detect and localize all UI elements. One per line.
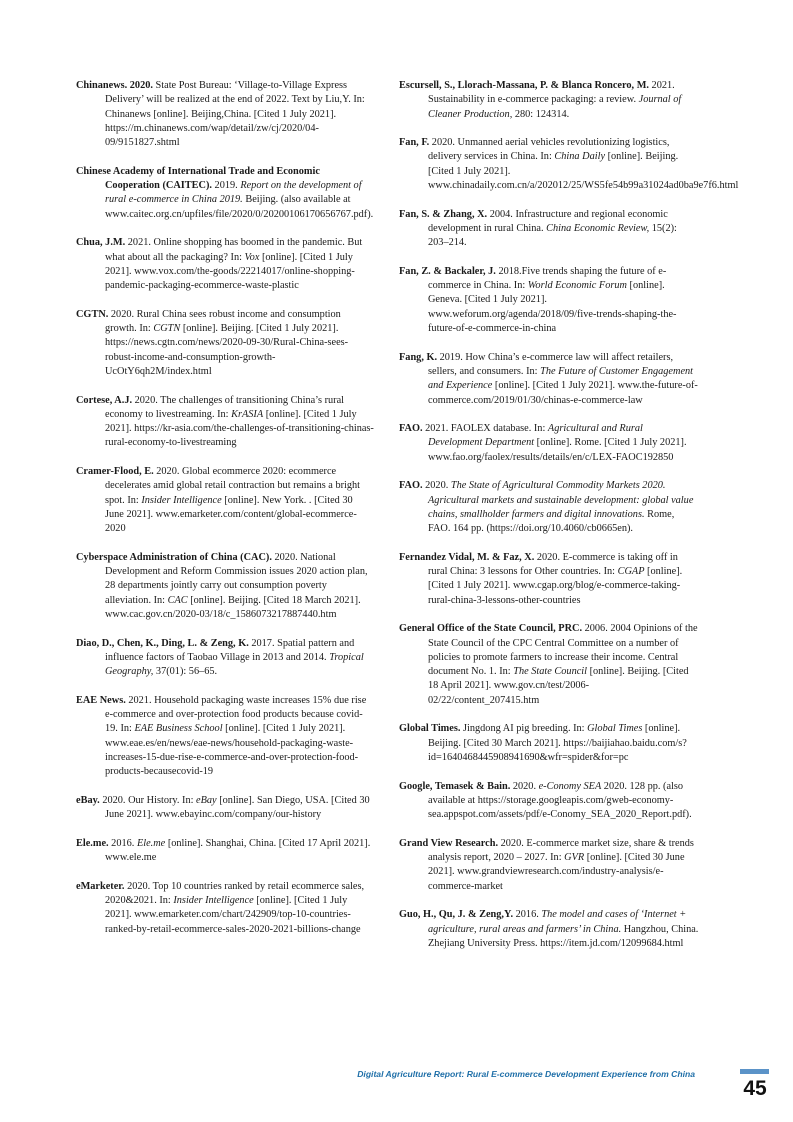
reference-author: eBay. (76, 794, 100, 806)
reference-text: State Post Bureau: ‘Village-to-Village Express Delivery’ will be realized at the end of 2022. Text by Liu,Y. In: Chinanews [online]. Beijing,China. [Cited 1 July 2021]. https://m.chinanews.com/wap/detail/zw/cj/2020/04-09/9151827.shtml (105, 80, 365, 149)
reference-title: World Economic Forum (527, 280, 627, 292)
reference-text: 15(2): 203–214. (428, 222, 677, 249)
reference-author: Diao, D., Chen, K., Ding, L. & Zeng, K. (76, 637, 249, 649)
reference-text: 2020. Unmanned aerial vehicles revolutionizing logistics, delivery services in China. In: (428, 137, 670, 163)
reference-title: CGTN (153, 323, 181, 335)
footer-report-title: Digital Agriculture Report: Rural E-commerce Development Experience from China (357, 1069, 695, 1079)
reference-entry (76, 837, 374, 866)
reference-text: 2016. (513, 909, 542, 921)
reference-entry (399, 265, 699, 336)
reference-entry (399, 479, 699, 536)
reference-author: Grand View Research. (399, 837, 499, 849)
reference-author: Google, Temasek & Bain. (399, 780, 511, 792)
reference-text: 2020. 128 pp. (also available at https://storage.googleapis.com/gweb-economy-sea.appspot.com/assets/pdf/e-Conomy_SEA_2020_Report.pdf). (428, 780, 692, 821)
reference-text: [online]. [Cited 1 July 2021]. www.the-future-of-commerce.com/2019/01/30/chinas-e-commerce-law (428, 380, 698, 406)
reference-title: EAE Business School (134, 723, 223, 735)
reference-entry (76, 165, 374, 222)
reference-text: [online]. Rome. [Cited 1 July 2021]. www.fao.org/faolex/results/details/en/c/LEX-FAOC192850 (428, 437, 687, 463)
reference-title: Report on the development of rural e-commerce in China 2019. (105, 180, 362, 206)
reference-author: CGTN. (76, 308, 109, 320)
reference-author: Fang, K. (399, 351, 438, 363)
reference-author: Chinanews. 2020. (76, 80, 153, 91)
reference-text: 2020. (422, 480, 451, 492)
reference-text: [online]. Beijing. [Cited 30 March 2021]. https://baijiahao.baidu.com/s?id=1640468445908941690&wfr=spider&for=pc (428, 723, 687, 763)
references-left-column (76, 79, 374, 951)
reference-entry (399, 208, 699, 251)
reference-text: 2019. (211, 180, 241, 192)
reference-author: Fernandez Vidal, M. & Faz, X. (399, 551, 535, 563)
reference-text: [online]. Beijing. [Cited 18 April 2021]. www.gov.cn/test/2006-02/22/content_207415.htm (428, 666, 689, 706)
references-right-column (399, 79, 739, 965)
reference-title: The State Council (513, 666, 588, 678)
reference-entry (76, 694, 374, 780)
reference-title: China Daily (554, 151, 606, 163)
reference-entry (399, 551, 699, 608)
reference-title: Insider Intelligence (141, 494, 222, 506)
reference-entry (399, 351, 699, 408)
reference-text: 2020. (510, 780, 539, 792)
reference-text: 2020. The challenges of transitioning China’s rural economy to livestreaming. In: (105, 394, 345, 420)
reference-title: Insider Intelligence (173, 894, 254, 906)
reference-title: The State of Agricultural Commodity Markets 2020. Agricultural markets and sustainable development: global value chains, smallholder farmers and digital innovations. (428, 480, 694, 520)
reference-entry (399, 780, 699, 823)
reference-text: [online]. San Diego, USA. [Cited 30 June 2021]. www.ebayinc.com/company/our-history (105, 794, 370, 821)
reference-text: 2020. National Development and Reform Commission issues 2020 action plan, 28 departments jointly carry out consumption poverty alleviation. In: (105, 551, 368, 606)
reference-text: Rome, FAO. 164 pp. (https://doi.org/10.4060/cb0665en). (428, 508, 675, 535)
reference-text: 2018.Five trends shaping the future of e-commerce in China. In: (428, 265, 667, 292)
reference-author: Escursell, S., Llorach-Massana, P. & Blanca Roncero, M. (399, 80, 649, 91)
reference-title: Agricultural and Rural Development Department (428, 423, 643, 449)
reference-text: 2021. Sustainability in e-commerce packaging: a review. (428, 80, 675, 106)
reference-text: Beijing. (also available at www.caitec.org.cn/upfiles/file/2020/0/20200106170656767.pdf). (105, 194, 374, 220)
reference-title: CAC (167, 594, 188, 606)
reference-entry (399, 622, 699, 708)
reference-text: 2004. Infrastructure and regional economic development in rural China. (428, 208, 668, 234)
reference-text: 2021. Household packaging waste increases 15% due rise e-commerce and over-protection food products because covid-19. In: (105, 694, 367, 735)
reference-title: The model and cases of ‘Internet + agriculture, rural areas and farmers’ in China. (428, 909, 687, 935)
reference-entry (76, 637, 374, 680)
reference-text: [online]. [Cited 1 July 2021]. www.emarketer.com/chart/242909/top-10-countries-ranked-by-retail-ecommerce-sales-2020-2021-billions-change (105, 894, 361, 935)
reference-author: eMarketer. (76, 880, 125, 892)
reference-text: 2020. Top 10 countries ranked by retail ecommerce sales, 2020&2021. In: (105, 880, 365, 906)
reference-entry (76, 308, 374, 379)
reference-entry (76, 394, 374, 451)
reference-text: 2020. Rural China sees robust income and consumption growth. In: (105, 308, 341, 335)
reference-title: Global Times (587, 723, 643, 735)
reference-text: [online]. Shanghai, China. [Cited 17 April 2021]. www.ele.me (105, 837, 371, 864)
reference-entry (76, 880, 374, 937)
reference-title: Journal of Cleaner Production, (428, 94, 682, 120)
reference-text: Jingdong AI pig breeding. In: (460, 723, 588, 735)
reference-text: 2020. Our History. In: (99, 794, 197, 806)
reference-title: CGAP (617, 566, 645, 578)
footer-accent-bar (740, 1069, 769, 1074)
reference-author: FAO. (399, 480, 423, 492)
reference-text: [online]. [Cited 1 July 2021]. www.eae.es/en/news/eae-news/household-packaging-waste-increases-15-due-rise-e-commerce-and-over-protection-food-products-becausecovid-19 (105, 723, 359, 778)
reference-text: 2021. Online shopping has boomed in the pandemic. But what about all the packaging? In: (105, 237, 363, 263)
page-number: 45 (743, 1077, 767, 1100)
reference-entry (399, 79, 699, 122)
reference-text: 2006. 2004 Opinions of the State Council of the CPC Central Committee on a number of policies to promote farmers to increase their income. Central document No. 1. In: (428, 623, 698, 678)
reference-text: [online]. Beijing. [Cited 1 July 2021]. www.chinadaily.com.cn/a/202012/25/WS5fe54b99a31024ad0ba9e7f6.html (428, 151, 739, 192)
reference-author: General Office of the State Council, PRC. (399, 623, 583, 635)
reference-text: [online]. Beijing. [Cited 1 July 2021]. https://news.cgtn.com/news/2020-09-30/Rural-China-sees-robust-income-and-consumption-growth-UcOtY6qh2M/index.html (105, 323, 349, 377)
reference-author: Chinese Academy of International Trade and Economic Cooperation (CAITEC). (76, 165, 320, 192)
reference-title: Tropical Geography, (105, 651, 364, 678)
reference-entry (76, 551, 374, 622)
reference-text: 2020. E-commerce market size, share & trends analysis report, 2020 – 2027. In: (428, 837, 694, 864)
reference-entry (76, 79, 374, 150)
reference-entry (399, 136, 739, 193)
reference-entry (399, 722, 699, 765)
reference-author: Cramer-Flood, E. (76, 466, 154, 478)
reference-author: FAO. (399, 423, 423, 435)
reference-text: [online]. [Cited 1 July 2021]. https://kr-asia.com/the-challenges-of-transitioning-chinas-rural-economy-to-livestreaming (105, 408, 374, 449)
reference-text: [online]. Geneva. [Cited 1 July 2021]. www.weforum.org/agenda/2018/09/five-trends-shaping-the-future-of-e-commerce-in-china (428, 280, 677, 335)
reference-text: 2017. Spatial pattern and influence factors of Taobao Village in 2013 and 2014. (105, 637, 355, 663)
reference-title: KrASIA (231, 408, 264, 420)
reference-author: Ele.me. (76, 837, 109, 849)
reference-entry (399, 837, 699, 894)
reference-author: Guo, H., Qu, J. & Zeng,Y. (399, 909, 514, 921)
reference-title: Vox (244, 251, 260, 263)
reference-author: Fan, Z. & Backaler, J. (399, 265, 496, 277)
reference-text: [online]. New York. . [Cited 30 June 2021]. www.emarketer.com/content/global-ecommerce-2020 (105, 494, 357, 535)
reference-text: [online]. Beijing. [Cited 18 March 2021]. www.cac.gov.cn/2020-03/18/c_1586073217887440.htm (105, 594, 361, 620)
reference-title: e-Conomy SEA (538, 780, 602, 792)
reference-author: Fan, S. & Zhang, X. (399, 208, 488, 220)
reference-author: Fan, F. (399, 137, 430, 149)
reference-author: EAE News. (76, 694, 126, 706)
reference-title: eBay (196, 794, 217, 806)
reference-author: Chua, J.M. (76, 237, 126, 249)
reference-author: Cyberspace Administration of China (CAC). (76, 551, 272, 563)
reference-text: Hangzhou, China. Zhejiang University Press. https://item.jd.com/12099684.html (428, 923, 699, 949)
reference-text: [online]. [Cited 1 July 2021]. www.cgap.org/blog/e-commerce-taking-rural-china-3-lessons-other-countries (428, 566, 683, 606)
reference-text: 2020. E-commerce is taking off in rural China: 3 lessons for Other countries. In: (428, 551, 678, 578)
reference-text: 280: 124314. (512, 108, 570, 120)
reference-title: Ele.me (136, 837, 166, 849)
reference-title: GVR (564, 852, 585, 864)
reference-author: Cortese, A.J. (76, 394, 133, 406)
reference-entry (76, 236, 374, 293)
reference-text: 37(01): 56–65. (153, 666, 218, 678)
reference-text: 2020. Global ecommerce 2020: ecommerce decelerates amid global retail contraction but remains a bright spot. In: (105, 466, 361, 506)
reference-entry (76, 465, 374, 536)
reference-entry (399, 908, 699, 951)
reference-text: [online]. [Cited 1 July 2021]. www.vox.com/the-goods/22214017/online-shopping-pandemic-packaging-ecommerce-waste-plastic (105, 251, 355, 292)
reference-entry (399, 422, 699, 465)
reference-title: The Future of Customer Engagement and Experience (428, 365, 694, 392)
reference-entry (76, 794, 374, 823)
reference-title: China Economic Review, (546, 222, 650, 234)
reference-text: [online]. [Cited 30 June 2021]. www.grandviewresearch.com/industry-analysis/e-commerce-market (428, 852, 685, 892)
reference-text: 2016. (108, 837, 137, 849)
reference-text: 2021. FAOLEX database. In: (422, 423, 548, 435)
reference-author: Global Times. (399, 723, 461, 735)
reference-text: 2019. How China’s e-commerce law will affect retailers, sellers, and consumers. In: (428, 351, 674, 377)
